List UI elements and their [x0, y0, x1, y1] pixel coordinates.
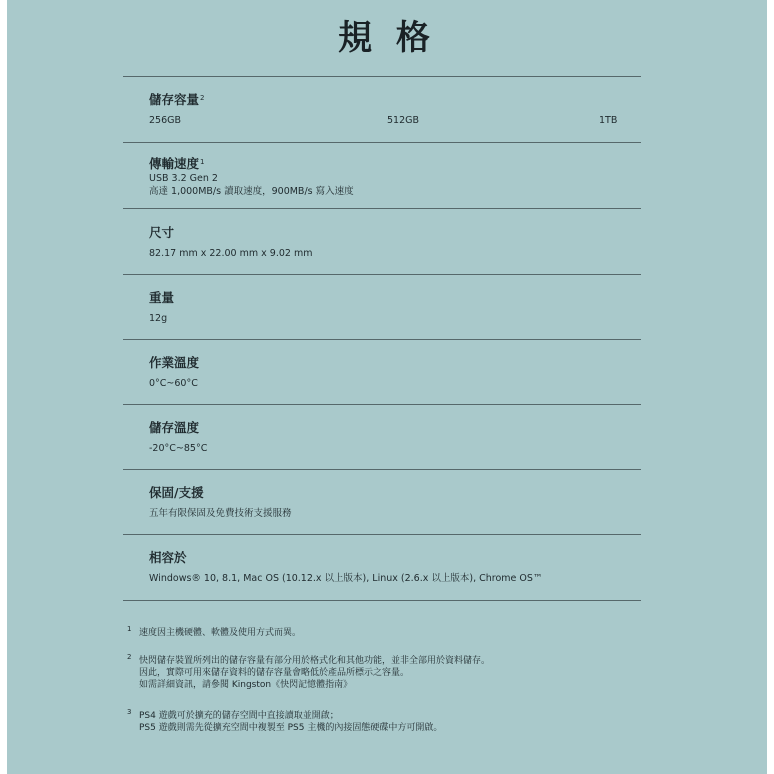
spec-compatibility — [149, 550, 639, 585]
footnote-line: PS5 遊戲則需先從擴充空間中複製至 PS5 主機的內接固態硬碟中方可開啟。 — [139, 723, 443, 733]
footnote-line: 快閃儲存裝置所列出的儲存容量有部分用於格式化和其他功能，並非全部用於資料儲存。 — [139, 656, 491, 666]
divider — [123, 274, 641, 275]
footnote-line: 因此，實際可用來儲存資料的儲存容量會略低於產品所標示之容量。 — [139, 668, 410, 678]
spec-label: 傳輸速度 — [149, 156, 200, 171]
footnote-number: 2 — [127, 653, 132, 661]
footnote-number: 1 — [127, 625, 132, 633]
spec-dimensions — [149, 225, 621, 260]
spec-transfer-speed — [149, 156, 621, 198]
spec-label: 作業溫度 — [149, 355, 200, 370]
capacity-256gb: 256GB — [149, 115, 182, 126]
footnote-line: 速度因主機硬體、軟體及使用方式而異。 — [139, 628, 302, 638]
divider — [123, 208, 641, 209]
spec-weight — [149, 290, 621, 325]
spec-value: USB 3.2 Gen 2 — [149, 173, 218, 184]
capacity-1tb: 1TB — [599, 115, 618, 126]
divider — [123, 76, 641, 77]
capacity-row — [149, 115, 621, 129]
spec-warranty — [149, 485, 621, 520]
divider — [123, 404, 641, 405]
spec-operating-temp — [149, 355, 621, 390]
spec-sheet — [7, 0, 767, 774]
spec-storage-capacity — [149, 92, 621, 129]
spec-label: 尺寸 — [149, 225, 175, 240]
spec-label: 相容於 — [149, 550, 187, 565]
spec-value: -20°C~85°C — [149, 443, 208, 454]
spec-label: 儲存容量 — [149, 92, 200, 107]
spec-value: 12g — [149, 313, 168, 324]
footnote-line: 如需詳細資訊，請參閱 Kingston《快閃記憶體指南》 — [139, 680, 353, 690]
spec-value: Windows® 10, 8.1, Mac OS (10.12.x 以上版本), Linux (2.6.x 以上版本), Chrome OS™ — [149, 573, 543, 584]
footnote-number: 3 — [127, 708, 132, 716]
footnote-ref: 1 — [200, 158, 205, 166]
divider — [123, 534, 641, 535]
page-title: 規 格 — [338, 18, 436, 58]
footnote-ref: 2 — [200, 94, 205, 102]
divider — [123, 142, 641, 143]
spec-value: 高達 1,000MB/s 讀取速度，900MB/s 寫入速度 — [149, 186, 354, 197]
spec-storage-temp — [149, 420, 621, 455]
divider — [123, 469, 641, 470]
spec-label: 儲存溫度 — [149, 420, 200, 435]
spec-value: 82.17 mm x 22.00 mm x 9.02 mm — [149, 248, 313, 259]
spec-label: 重量 — [149, 290, 175, 305]
spec-label: 保固/支援 — [149, 485, 204, 500]
divider — [123, 339, 641, 340]
spec-value: 0°C~60°C — [149, 378, 198, 389]
footnote-line: PS4 遊戲可於擴充的儲存空間中直接讀取並開啟； — [139, 711, 339, 721]
spec-value: 五年有限保固及免費技術支援服務 — [149, 508, 292, 519]
divider — [123, 600, 641, 601]
capacity-512gb: 512GB — [387, 115, 420, 126]
